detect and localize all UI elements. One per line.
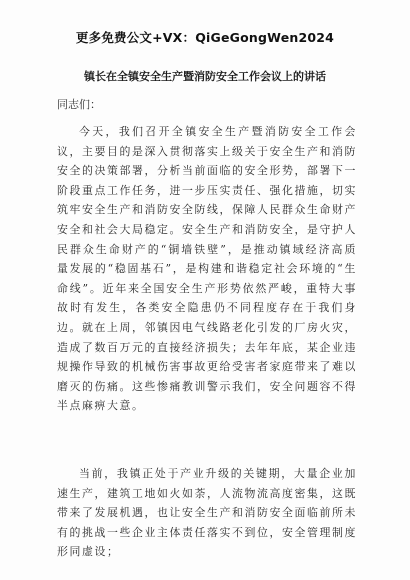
watermark-header: 更多免费公文+VX：QiGeGongWen2024 — [75, 30, 335, 45]
salutation: 同志们： — [57, 98, 101, 111]
paragraph: 今天，我们召开全镇安全生产暨消防安全工作会议，主要目的是深入贯彻落实上级关于安全生产和消防安全的决策部署，分析当前面临的安全形势，部署下一阶段重点工作任务，进一步压实责任、强化措施，切实筑牢安全生产和消防安全防线，保障人民群众生命财产安全和社会大局稳定。安全生产和消防安全，是守护人民群众生命财产的“铜墙铁壁”，是推动镇域经济高质量发展的“稳固基石”，是构建和谐稳定社会环境的“生命线”。近年来全国安全生产形势依然严峻，重特大事故时有发生，各类安全隐患仍不同程度存在于我们身边。就在上周，邻镇因电气线路老化引发的厂房火灾，造成了数百万元的直接经济损失；去年年底，某企业违规操作导致的机械伤害事故更给受害者家庭带来了难以磨灭的伤痛。这些惨痛教训警示我们，安全问题容不得半点麻痹大意。 — [57, 125, 357, 413]
paragraph: 当前，我镇正处于产业升级的关键期，大量企业加速生产，建筑工地如火如荼，人流物流高度密集，这既带来了发展机遇，也让安全生产和消防安全面临前所未有的挑战一些企业主体责任落实不到位，安全管理制度形同虚设； — [57, 467, 357, 559]
document-title: 镇长在全镇安全生产暨消防安全工作会议上的讲话 — [84, 70, 326, 83]
